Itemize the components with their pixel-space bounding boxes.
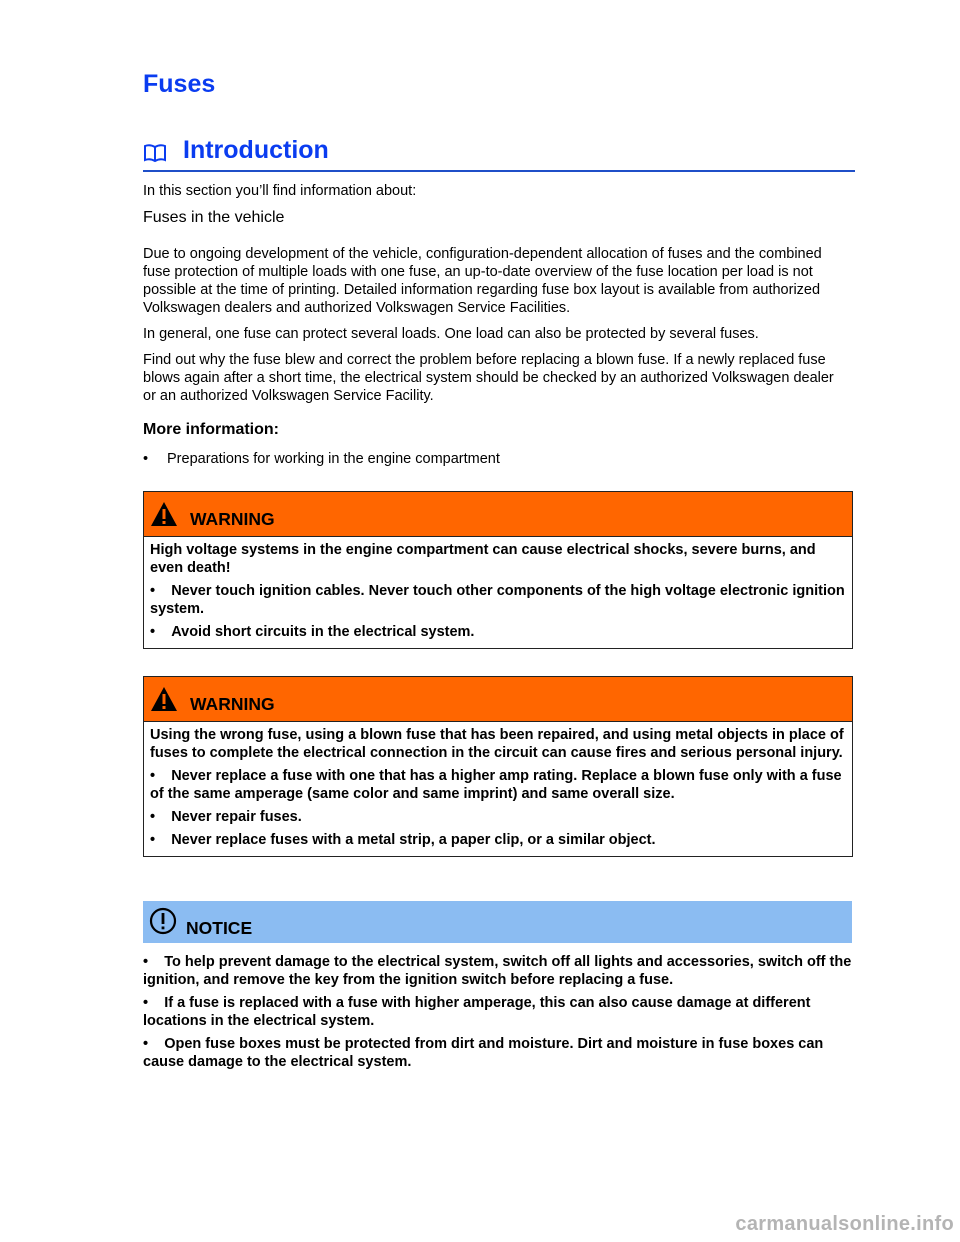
paragraph: Due to ongoing development of the vehicle, configuration-dependent allocation of fuses and the combined fuse protection of multiple loads with one fuse, an up-to-date overview of the fuse location per load is not possible at the time of printing. Detailed information regarding fuse box layout is available from authorized Volkswagen dealers and authorized Volkswagen Service Facilities. (143, 246, 822, 316)
list-item (143, 450, 872, 468)
warning-lead: High voltage systems in the engine compartment can cause electrical shocks, severe burns, and even death! (150, 542, 816, 576)
warning-box (143, 491, 853, 649)
bullet: • (143, 451, 149, 467)
warning-body (144, 537, 852, 648)
warning-bullet: • Avoid short circuits in the electrical system. (150, 624, 475, 640)
notice-body (143, 953, 852, 1076)
watermark: carmanualsonline.info (735, 1213, 954, 1235)
section-header (143, 136, 855, 172)
page-title: Fuses (143, 70, 216, 98)
intro-line: In this section you’ll find information about: (143, 183, 417, 199)
notice-bullet: • To help prevent damage to the electrical system, switch off all lights and accessories, switch off the ignition, and remove the key from the ignition switch before replacing a fuse. (143, 954, 852, 988)
manual-page (143, 0, 855, 1070)
section-heading: Introduction (183, 136, 329, 164)
notice-bullet: • If a fuse is replaced with a fuse with higher amperage, this can also cause damage at different locations in the electrical system. (143, 995, 811, 1029)
warning-body (144, 722, 852, 856)
warning-bullet: • Never replace a fuse with one that has a higher amp rating. Replace a blown fuse only with a fuse of the same amperage (same color and same imprint) and same overall size. (150, 768, 842, 802)
warning-icon (150, 686, 178, 712)
warning-box (143, 676, 853, 857)
warning-bullet: • Never touch ignition cables. Never touch other components of the high voltage electronic ignition system. (150, 583, 845, 617)
subsection-title: Fuses in the vehicle (143, 209, 285, 226)
warning-bullet: • Never replace fuses with a metal strip, a paper clip, or a similar object. (150, 832, 656, 848)
more-info-heading: More information: (143, 421, 279, 438)
paragraph: Find out why the fuse blew and correct the problem before replacing a blown fuse. If a newly replaced fuse blows again after a short time, the electrical system should be checked by an authorized Volkswagen dealer or an authorized Volkswagen Service Facility. (143, 352, 834, 404)
notice-bullet: • Open fuse boxes must be protected from dirt and moisture. Dirt and moisture in fuse boxes can cause damage to the electrical system. (143, 1036, 824, 1070)
link-text[interactable]: Preparations for working in the engine compartment (167, 451, 500, 467)
warning-header (144, 677, 852, 722)
paragraph: In general, one fuse can protect several loads. One load can also be protected by several fuses. (143, 326, 759, 342)
book-icon (143, 143, 167, 163)
warning-lead: Using the wrong fuse, using a blown fuse that has been repaired, and using metal objects in place of fuses to complete the electrical connection in the circuit can cause fires and serious personal injury. (150, 727, 844, 761)
warning-bullet: • Never repair fuses. (150, 809, 302, 825)
warning-icon (150, 501, 178, 527)
notice-header (143, 901, 852, 943)
notice-label: NOTICE (186, 918, 253, 938)
warning-label: WARNING (190, 509, 275, 529)
exclamation-circle-icon (149, 907, 177, 935)
warning-header (144, 492, 852, 537)
warning-label: WARNING (190, 694, 275, 714)
